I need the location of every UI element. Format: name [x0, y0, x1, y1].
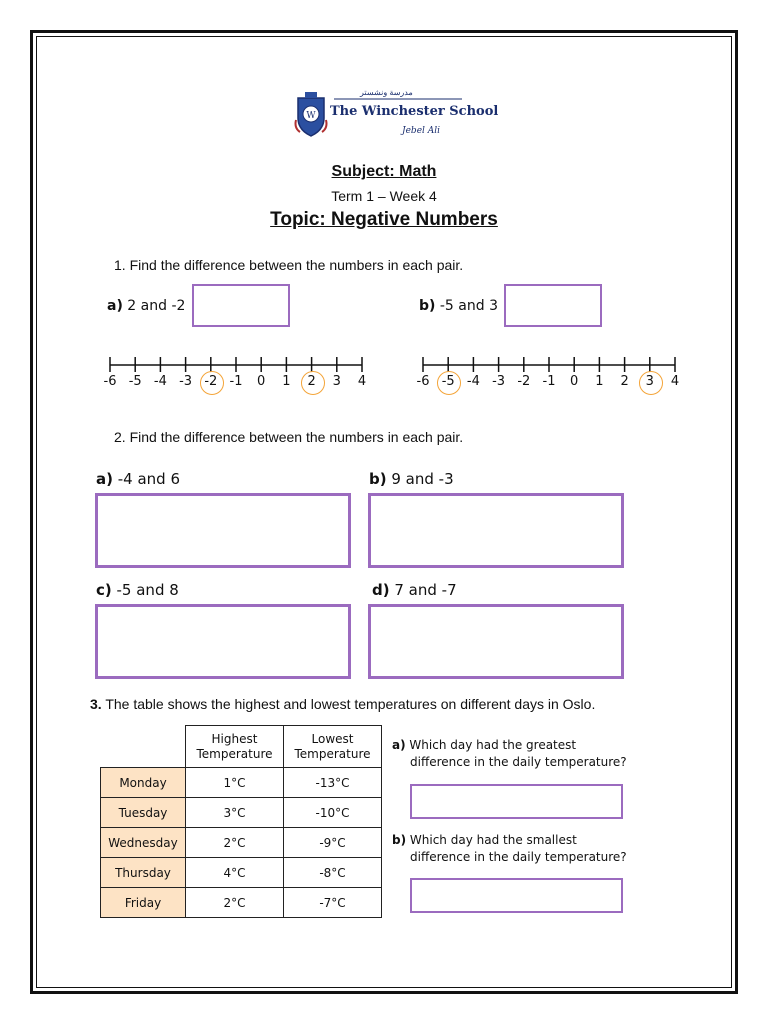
q3-prompt: 3. The table shows the highest and lowest temperatures on different days in Oslo. [90, 696, 596, 712]
number-line-label: -2 [204, 374, 218, 389]
table-cell-high: 2°C [186, 888, 284, 918]
q2c-answer-box[interactable] [95, 604, 351, 679]
number-line-label: -6 [416, 374, 430, 389]
table-cell-low: -7°C [284, 888, 382, 918]
number-line-label: 0 [570, 374, 579, 389]
number-line-label: 3 [645, 374, 654, 389]
table-row [101, 768, 382, 798]
q2d-answer-box[interactable] [368, 604, 624, 679]
q3a-answer-box[interactable] [410, 784, 623, 819]
table-cell-low: -13°C [284, 768, 382, 798]
table-corner [101, 726, 186, 768]
number-line-label: -5 [128, 374, 142, 389]
number-line-label: -1 [229, 374, 243, 389]
school-crest-icon [294, 92, 328, 138]
table-header-highest: Highest Temperature [186, 726, 284, 768]
school-name: The Winchester School [330, 104, 499, 119]
number-line-label: 0 [257, 374, 266, 389]
number-line-label: 3 [332, 374, 341, 389]
subject-title: Subject: Math [331, 163, 437, 180]
number-line-label: -6 [103, 374, 117, 389]
q1b-number-line [416, 354, 680, 402]
q2-prompt: 2. Find the difference between the numbers in each pair. [114, 429, 464, 445]
table-row [101, 828, 382, 858]
number-line-label: 1 [595, 374, 604, 389]
table-cell-day: Thursday [101, 858, 186, 888]
q2a-answer-box[interactable] [95, 493, 351, 568]
number-line-label: 1 [282, 374, 291, 389]
school-location: Jebel Ali [402, 126, 441, 136]
table-cell-high: 4°C [186, 858, 284, 888]
number-line-axis [108, 354, 368, 372]
topic-title: Topic: Negative Numbers [270, 209, 498, 230]
table-cell-day: Wednesday [101, 828, 186, 858]
table-cell-high: 1°C [186, 768, 284, 798]
school-logo [294, 88, 499, 144]
q2a-label: a) -4 and 6 [96, 470, 181, 488]
term-label: Term 1 – Week 4 [331, 188, 437, 204]
number-line-label: -5 [441, 374, 455, 389]
table-row [101, 858, 382, 888]
q2d-label: d) 7 and -7 [372, 581, 457, 599]
table-row [101, 798, 382, 828]
table-cell-day: Friday [101, 888, 186, 918]
q1-prompt: 1. Find the difference between the numbers in each pair. [114, 257, 464, 273]
q1b-label: b) -5 and 3 [419, 298, 498, 314]
table-cell-day: Tuesday [101, 798, 186, 828]
number-line-label: 4 [670, 374, 680, 389]
number-line-label: -4 [466, 374, 480, 389]
number-line-label: -1 [542, 374, 556, 389]
q1a-number-line [103, 354, 367, 402]
q2b-label: b) 9 and -3 [369, 470, 454, 488]
q1a-label: a) 2 and -2 [107, 298, 186, 314]
temperature-table [100, 725, 382, 918]
number-line-label: -3 [179, 374, 193, 389]
table-cell-high: 3°C [186, 798, 284, 828]
svg-text:W: W [306, 111, 316, 121]
number-line-label: -3 [492, 374, 506, 389]
number-line-label: 4 [357, 374, 367, 389]
q2c-label: c) -5 and 8 [96, 581, 179, 599]
number-line-axis [421, 354, 681, 372]
number-line-label: 2 [307, 374, 316, 389]
number-line-label: -4 [153, 374, 167, 389]
q1a-answer-box[interactable] [192, 284, 290, 327]
table-cell-high: 2°C [186, 828, 284, 858]
logo-rule [334, 96, 462, 102]
number-line-label: -2 [517, 374, 531, 389]
school-arabic-name: مدرسة ونشستر [360, 88, 413, 97]
number-line-label: 2 [620, 374, 629, 389]
table-header-lowest: Lowest Temperature [284, 726, 382, 768]
table-cell-low: -9°C [284, 828, 382, 858]
q1b-answer-box[interactable] [504, 284, 602, 327]
q3a-question: a) Which day had the greatest difference in the daily temperature? [392, 738, 627, 769]
table-cell-low: -8°C [284, 858, 382, 888]
q3b-answer-box[interactable] [410, 878, 623, 913]
q2b-answer-box[interactable] [368, 493, 624, 568]
table-cell-day: Monday [101, 768, 186, 798]
table-header-row [101, 726, 382, 768]
table-cell-low: -10°C [284, 798, 382, 828]
q3b-question: b) Which day had the smallest difference in the daily temperature? [392, 833, 627, 864]
table-row [101, 888, 382, 918]
